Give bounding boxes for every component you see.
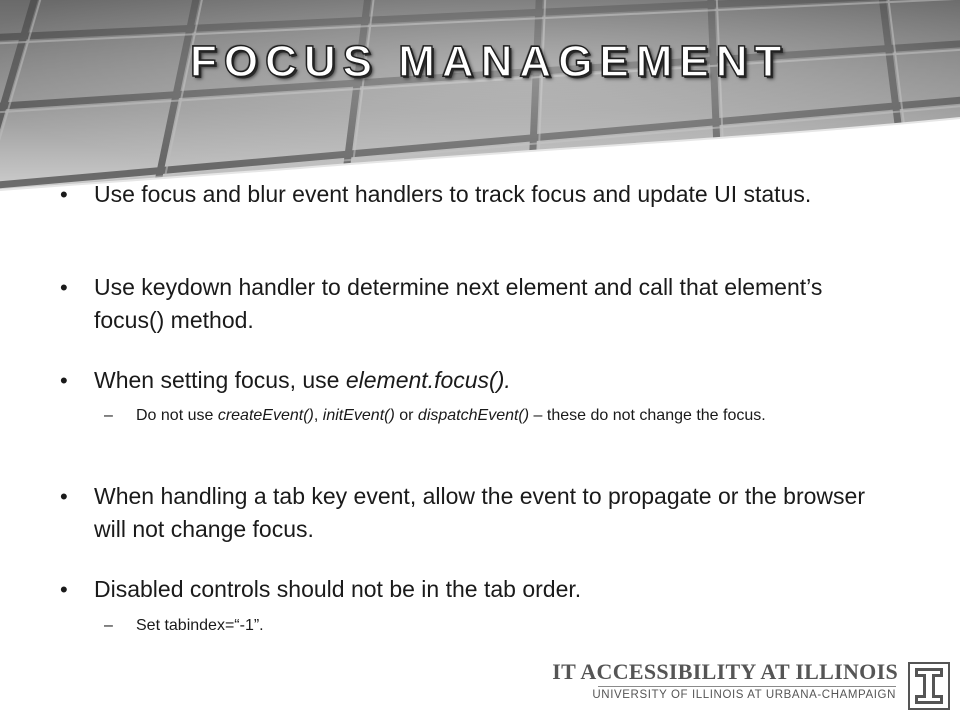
sub-bullet-text: – these do not change the focus. [529,407,766,424]
bullet-text: Use keydown handler to determine next element and call that element’s focus() method. [94,274,823,333]
sub-bullet-text: , [313,407,323,424]
bullet-item [60,480,894,546]
code-dispatch-event: dispatchEvent() [417,407,530,424]
bullet-item [60,271,894,337]
bullet-marker: • [60,577,68,602]
bullet-emphasis-code: element.focus(). [345,367,511,393]
footer-brand-subtitle: UNIVERSITY OF ILLINOIS AT URBANA-CHAMPAIGN [592,689,896,701]
bullet-text: Use focus and blur event handlers to track focus and update UI status. [94,181,812,207]
sub-bullet-text: or [394,407,418,424]
footer-divider [598,686,896,687]
bullet-marker: • [60,182,68,207]
block-i-logo-icon [908,662,950,710]
bullet-marker: • [60,368,68,393]
sub-bullet-item [104,404,896,428]
header-grid-background [0,0,960,200]
sub-bullet-text: Set tabindex=“-1”. [136,617,264,634]
bullet-marker: • [60,275,68,300]
code-create-event: createEvent() [217,407,314,424]
slide-title: FOCUS MANAGEMENT [190,37,789,86]
bullet-text: When handling a tab key event, allow the event to propagate or the browser will not change focus. [94,483,865,542]
bullet-marker: • [60,484,68,509]
code-init-event: initEvent() [322,407,395,424]
bullet-item [60,178,894,211]
sub-bullet-text: Do not use [136,407,218,424]
footer-brand-title: IT ACCESSIBILITY AT ILLINOIS [552,659,898,684]
sub-bullet-item [104,614,896,638]
bullet-item [60,364,894,397]
sub-bullet-marker: – [104,407,113,424]
bullet-text: Disabled controls should not be in the tab order. [94,576,582,602]
sub-bullet-marker: – [104,617,113,634]
bullet-text: When setting focus, use [94,367,346,393]
bullet-item [60,573,894,606]
